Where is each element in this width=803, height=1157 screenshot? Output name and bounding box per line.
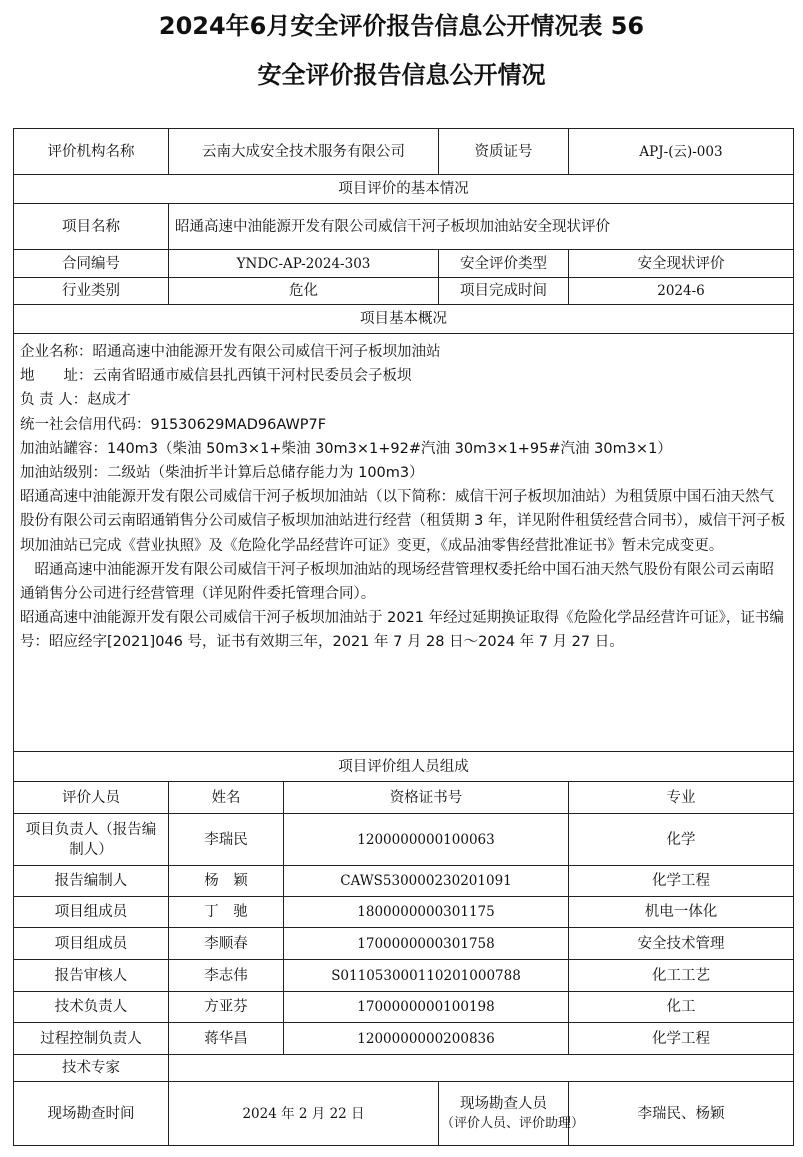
team-name: 李志伟 xyxy=(169,960,284,992)
survey-time-label: 现场勘查时间 xyxy=(14,1082,169,1146)
team-row xyxy=(14,897,794,928)
station-level: 加油站级别：二级站（柴油折半计算后总储存能力为 100m3） xyxy=(20,465,424,482)
team-cert: 1700000000301758 xyxy=(284,928,569,960)
finish-time-value: 2024-6 xyxy=(569,278,794,305)
cert-value: APJ-(云)-003 xyxy=(569,129,794,175)
address: 地 址：云南省昭通市威信县扎西镇干河村民委员会子板坝 xyxy=(20,368,412,385)
eval-type-label: 安全评价类型 xyxy=(439,250,569,278)
overview-paragraph-2: 昭通高速中油能源开发有限公司威信干河子板坝加油站的现场经营管理权委托给中国石油天然气股份有限公司云南昭通销售分公司进行经营管理（详见附件委托管理合同）。 xyxy=(20,561,774,603)
team-role: 报告审核人 xyxy=(14,960,169,992)
team-major: 化学 xyxy=(569,814,794,866)
team-row xyxy=(14,866,794,897)
org-row xyxy=(14,129,794,175)
team-major: 化工 xyxy=(569,992,794,1023)
overview-body xyxy=(14,334,794,752)
finish-time-label: 项目完成时间 xyxy=(439,278,569,305)
team-name: 李瑞民 xyxy=(169,814,284,866)
team-cert: 1200000000200836 xyxy=(284,1023,569,1055)
team-name: 杨 颖 xyxy=(169,866,284,897)
team-role: 项目组成员 xyxy=(14,928,169,960)
team-row xyxy=(14,928,794,960)
team-name: 李顺春 xyxy=(169,928,284,960)
expert-label: 技术专家 xyxy=(14,1055,169,1082)
team-major: 化学工程 xyxy=(569,1023,794,1055)
col-major: 专业 xyxy=(569,782,794,814)
company-name: 企业名称：昭通高速中油能源开发有限公司威信干河子板坝加油站 xyxy=(20,344,441,360)
team-cert: 1800000000301175 xyxy=(284,897,569,928)
project-name-value: 昭通高速中油能源开发有限公司威信干河子板坝加油站安全现状评价 xyxy=(169,204,794,250)
industry-label: 行业类别 xyxy=(14,278,169,305)
team-role: 项目组成员 xyxy=(14,897,169,928)
overview-paragraph-3: 昭通高速中油能源开发有限公司威信干河子板坝加油站于 2021 年经过延期换证取得《危险化学品经营许可证》，证书编号：昭应经字[2021]046 号，证书有效期三年，2021 年 7 月 28 日～2024 年 7 月 27 日。 xyxy=(20,610,784,651)
team-major: 机电一体化 xyxy=(569,897,794,928)
team-row xyxy=(14,960,794,992)
survey-time-value: 2024 年 2 月 22 日 xyxy=(169,1082,439,1146)
team-row xyxy=(14,1023,794,1055)
col-cert: 资格证书号 xyxy=(284,782,569,814)
team-name: 方亚芬 xyxy=(169,992,284,1023)
team-role: 报告编制人 xyxy=(14,866,169,897)
team-row xyxy=(14,992,794,1023)
project-name-label: 项目名称 xyxy=(14,204,169,250)
survey-people-label-line1: 现场勘查人员 xyxy=(460,1095,547,1112)
overview-paragraph-1: 昭通高速中油能源开发有限公司威信干河子板坝加油站（以下简称：威信干河子板坝加油站）为租赁原中国石油天然气股份有限公司云南昭通销售分公司威信子板坝加油站进行经营（租赁期 3 年，详见附件租赁经营合同书），威信干河子板坝加油站已完成《营业执照》及《危险化学品经营许可证》变更，《成品油零售经营批准证书》暂未完成变更。 xyxy=(20,489,786,554)
team-role: 项目负责人（报告编制人） xyxy=(14,814,169,866)
col-name: 姓名 xyxy=(169,782,284,814)
team-major: 化工工艺 xyxy=(569,960,794,992)
team-role: 过程控制负责人 xyxy=(14,1023,169,1055)
team-columns-row xyxy=(14,782,794,814)
manager: 负 责 人：赵成才 xyxy=(20,392,131,409)
survey-people-label-line2: （评价人员、评价助理） xyxy=(441,1115,585,1131)
credit-code: 统一社会信用代码：91530629MAD96AWP7F xyxy=(20,416,327,433)
expert-value xyxy=(169,1055,794,1082)
cert-label: 资质证号 xyxy=(439,129,569,175)
contract-value: YNDC-AP-2024-303 xyxy=(169,250,439,278)
team-cert: CAWS530000230201091 xyxy=(284,866,569,897)
team-header: 项目评价组人员组成 xyxy=(14,752,794,782)
team-row xyxy=(14,814,794,866)
team-cert: S011053000110201000788 xyxy=(284,960,569,992)
eval-type-value: 安全现状评价 xyxy=(569,250,794,278)
org-label: 评价机构名称 xyxy=(14,129,169,175)
team-major: 化学工程 xyxy=(569,866,794,897)
survey-people-value: 李瑞民、杨颖 xyxy=(569,1082,794,1146)
survey-people-label xyxy=(439,1082,585,1146)
team-role: 技术负责人 xyxy=(14,992,169,1023)
overview-header: 项目基本概况 xyxy=(14,305,794,334)
col-role: 评价人员 xyxy=(14,782,169,814)
team-cert: 1700000000100198 xyxy=(284,992,569,1023)
contract-label: 合同编号 xyxy=(14,250,169,278)
team-name: 丁 驰 xyxy=(169,897,284,928)
disclosure-table xyxy=(13,128,794,1146)
document-title: 2024年6月安全评价报告信息公开情况表 56 xyxy=(158,12,645,40)
team-cert: 1200000000100063 xyxy=(284,814,569,866)
team-major: 安全技术管理 xyxy=(569,928,794,960)
tank-capacity: 加油站罐容：140m3（柴油 50m3×1+柴油 30m3×1+92#汽油 30m3×1+95#汽油 30m3×1） xyxy=(20,440,672,457)
org-value: 云南大成安全技术服务有限公司 xyxy=(169,129,439,175)
industry-value: 危化 xyxy=(169,278,439,305)
team-name: 蒋华昌 xyxy=(169,1023,284,1055)
basic-info-header: 项目评价的基本情况 xyxy=(14,175,794,204)
document-subtitle: 安全评价报告信息公开情况 xyxy=(257,61,546,89)
